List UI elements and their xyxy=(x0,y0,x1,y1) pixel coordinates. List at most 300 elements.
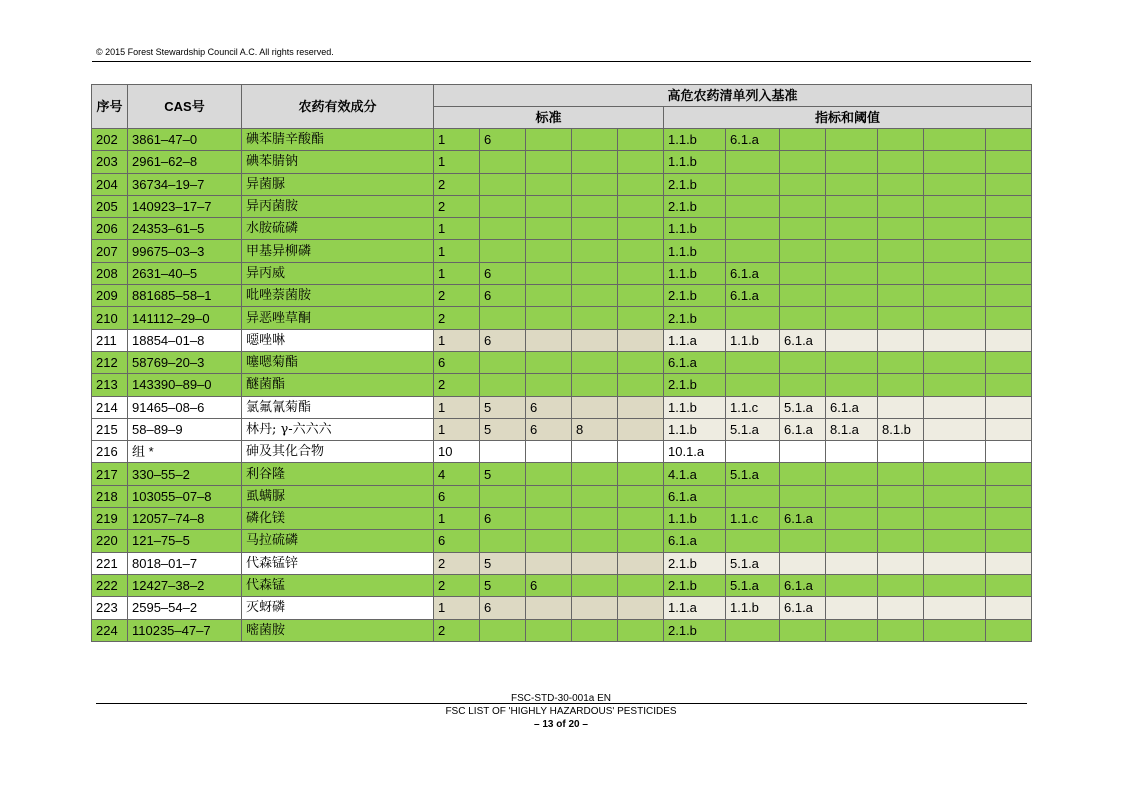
indicator-cell xyxy=(826,307,878,329)
standard-cell: 2 xyxy=(434,619,480,641)
standard-cell xyxy=(572,485,618,507)
indicator-cell xyxy=(726,173,780,195)
indicator-cell: 5.1.a xyxy=(780,396,826,418)
table-row xyxy=(92,285,1032,307)
indicator-cell: 1.1.b xyxy=(664,508,726,530)
indicator-cell xyxy=(878,485,924,507)
standard-cell xyxy=(572,530,618,552)
indicator-cell xyxy=(986,262,1032,284)
standard-cell xyxy=(618,218,664,240)
row-number: 207 xyxy=(92,240,128,262)
standard-cell xyxy=(618,485,664,507)
indicator-cell: 6.1.a xyxy=(780,329,826,351)
indicator-cell: 6.1.a xyxy=(726,262,780,284)
indicator-cell xyxy=(924,552,986,574)
standard-cell xyxy=(572,463,618,485)
indicator-cell xyxy=(878,508,924,530)
indicator-cell xyxy=(986,530,1032,552)
row-number: 215 xyxy=(92,418,128,440)
standard-cell: 1 xyxy=(434,218,480,240)
standard-cell: 2 xyxy=(434,574,480,596)
indicator-cell xyxy=(986,552,1032,574)
standard-cell xyxy=(526,262,572,284)
col-header-criteria-group: 高危农药清单列入基准 xyxy=(434,85,1032,107)
indicator-cell xyxy=(780,351,826,373)
standard-cell xyxy=(618,463,664,485)
cas-number: 8018–01–7 xyxy=(128,552,242,574)
indicator-cell: 6.1.a xyxy=(664,485,726,507)
standard-cell xyxy=(618,441,664,463)
ingredient-name: 异丙菌胺 xyxy=(242,195,434,217)
indicator-cell xyxy=(826,129,878,151)
standard-cell xyxy=(618,285,664,307)
standard-cell xyxy=(618,173,664,195)
indicator-cell xyxy=(878,441,924,463)
indicator-cell: 8.1.b xyxy=(878,418,924,440)
indicator-cell xyxy=(726,530,780,552)
indicator-cell xyxy=(780,285,826,307)
indicator-cell: 2.1.b xyxy=(664,574,726,596)
indicator-cell xyxy=(726,151,780,173)
standard-cell xyxy=(526,307,572,329)
indicator-cell: 6.1.a xyxy=(780,574,826,596)
standard-cell xyxy=(572,574,618,596)
indicator-cell xyxy=(878,240,924,262)
indicator-cell xyxy=(826,240,878,262)
indicator-cell xyxy=(726,374,780,396)
standard-cell: 6 xyxy=(480,329,526,351)
ingredient-name: 灭蚜磷 xyxy=(242,597,434,619)
indicator-cell xyxy=(780,374,826,396)
standard-cell xyxy=(618,552,664,574)
standard-cell xyxy=(480,530,526,552)
ingredient-name: 砷及其化合物 xyxy=(242,441,434,463)
indicator-cell xyxy=(924,240,986,262)
indicator-cell: 1.1.b xyxy=(664,396,726,418)
standard-cell xyxy=(572,173,618,195)
indicator-cell xyxy=(780,485,826,507)
standard-cell xyxy=(480,195,526,217)
table-row xyxy=(92,396,1032,418)
indicator-cell xyxy=(826,530,878,552)
indicator-cell xyxy=(924,530,986,552)
standard-cell: 6 xyxy=(526,574,572,596)
indicator-cell xyxy=(986,285,1032,307)
row-number: 218 xyxy=(92,485,128,507)
cas-number: 140923–17–7 xyxy=(128,195,242,217)
cas-number: 91465–08–6 xyxy=(128,396,242,418)
indicator-cell: 10.1.a xyxy=(664,441,726,463)
standard-cell xyxy=(480,218,526,240)
standard-cell xyxy=(618,574,664,596)
indicator-cell: 6.1.a xyxy=(780,508,826,530)
col-header-indicator: 指标和阈值 xyxy=(664,107,1032,129)
indicator-cell xyxy=(780,151,826,173)
col-header-ingredient: 农药有效成分 xyxy=(242,85,434,129)
cas-number: 121–75–5 xyxy=(128,530,242,552)
standard-cell: 2 xyxy=(434,374,480,396)
indicator-cell: 1.1.a xyxy=(664,329,726,351)
standard-cell xyxy=(526,441,572,463)
standard-cell xyxy=(526,173,572,195)
ingredient-name: 水胺硫磷 xyxy=(242,218,434,240)
indicator-cell xyxy=(826,262,878,284)
indicator-cell: 1.1.b xyxy=(664,262,726,284)
indicator-cell: 6.1.a xyxy=(780,418,826,440)
ingredient-name: 甲基异柳磷 xyxy=(242,240,434,262)
ingredient-name: 代森锰锌 xyxy=(242,552,434,574)
indicator-cell: 5.1.a xyxy=(726,463,780,485)
indicator-cell xyxy=(878,396,924,418)
cas-number: 141112–29–0 xyxy=(128,307,242,329)
table-row xyxy=(92,195,1032,217)
cas-number: 12057–74–8 xyxy=(128,508,242,530)
indicator-cell xyxy=(924,129,986,151)
standard-cell xyxy=(572,240,618,262)
indicator-cell xyxy=(986,173,1032,195)
row-number: 214 xyxy=(92,396,128,418)
ingredient-name: 利谷隆 xyxy=(242,463,434,485)
cas-number: 3861–47–0 xyxy=(128,129,242,151)
cas-number: 18854–01–8 xyxy=(128,329,242,351)
indicator-cell: 6.1.a xyxy=(664,530,726,552)
indicator-cell xyxy=(986,574,1032,596)
standard-cell xyxy=(618,374,664,396)
copyright-notice: © 2015 Forest Stewardship Council A.C. All rights reserved. xyxy=(96,47,334,57)
standard-cell xyxy=(572,441,618,463)
standard-cell xyxy=(572,129,618,151)
standard-cell xyxy=(618,619,664,641)
indicator-cell xyxy=(878,151,924,173)
table-row xyxy=(92,329,1032,351)
standard-cell xyxy=(480,441,526,463)
indicator-cell xyxy=(780,240,826,262)
indicator-cell xyxy=(826,285,878,307)
cas-number: 12427–38–2 xyxy=(128,574,242,596)
standard-cell xyxy=(526,329,572,351)
indicator-cell xyxy=(924,574,986,596)
indicator-cell: 5.1.a xyxy=(726,552,780,574)
indicator-cell xyxy=(986,508,1032,530)
standard-cell xyxy=(480,151,526,173)
indicator-cell xyxy=(924,441,986,463)
indicator-cell xyxy=(986,597,1032,619)
row-number: 223 xyxy=(92,597,128,619)
indicator-cell xyxy=(878,351,924,373)
indicator-cell xyxy=(826,619,878,641)
indicator-cell: 6.1.a xyxy=(726,129,780,151)
ingredient-name: 磷化镁 xyxy=(242,508,434,530)
indicator-cell: 1.1.a xyxy=(664,597,726,619)
table-row xyxy=(92,307,1032,329)
indicator-cell xyxy=(924,418,986,440)
indicator-cell xyxy=(924,597,986,619)
standard-cell: 8 xyxy=(572,418,618,440)
indicator-cell xyxy=(878,307,924,329)
header-rule xyxy=(92,61,1031,62)
indicator-cell xyxy=(878,619,924,641)
row-number: 221 xyxy=(92,552,128,574)
standard-cell: 2 xyxy=(434,173,480,195)
indicator-cell xyxy=(986,396,1032,418)
indicator-cell xyxy=(924,374,986,396)
indicator-cell xyxy=(726,195,780,217)
standard-cell xyxy=(572,396,618,418)
standard-cell xyxy=(526,597,572,619)
indicator-cell xyxy=(878,195,924,217)
table-row xyxy=(92,151,1032,173)
indicator-cell xyxy=(780,195,826,217)
indicator-cell: 2.1.b xyxy=(664,285,726,307)
standard-cell xyxy=(572,552,618,574)
standard-cell xyxy=(480,173,526,195)
indicator-cell xyxy=(780,307,826,329)
standard-cell: 5 xyxy=(480,574,526,596)
ingredient-name: 氯氟氰菊酯 xyxy=(242,396,434,418)
indicator-cell xyxy=(986,351,1032,373)
row-number: 203 xyxy=(92,151,128,173)
standard-cell xyxy=(618,597,664,619)
standard-cell xyxy=(480,619,526,641)
cas-number: 36734–19–7 xyxy=(128,173,242,195)
standard-cell: 6 xyxy=(526,418,572,440)
indicator-cell xyxy=(826,351,878,373)
standard-cell xyxy=(572,307,618,329)
table-row xyxy=(92,418,1032,440)
indicator-cell xyxy=(924,485,986,507)
table-row xyxy=(92,218,1032,240)
standard-cell xyxy=(480,240,526,262)
cas-number: 2595–54–2 xyxy=(128,597,242,619)
indicator-cell xyxy=(986,129,1032,151)
indicator-cell: 1.1.c xyxy=(726,508,780,530)
indicator-cell xyxy=(878,597,924,619)
footer-page-number: – 13 of 20 – xyxy=(534,719,588,730)
indicator-cell xyxy=(986,307,1032,329)
indicator-cell xyxy=(878,285,924,307)
row-number: 210 xyxy=(92,307,128,329)
indicator-cell: 1.1.b xyxy=(664,151,726,173)
indicator-cell: 5.1.a xyxy=(726,418,780,440)
standard-cell xyxy=(618,195,664,217)
col-header-cas: CAS号 xyxy=(128,85,242,129)
indicator-cell xyxy=(878,574,924,596)
table-row xyxy=(92,240,1032,262)
indicator-cell xyxy=(924,307,986,329)
standard-cell: 1 xyxy=(434,597,480,619)
indicator-cell xyxy=(726,441,780,463)
table-row xyxy=(92,351,1032,373)
standard-cell xyxy=(618,262,664,284)
standard-cell xyxy=(618,508,664,530)
standard-cell xyxy=(572,619,618,641)
cas-number: 58–89–9 xyxy=(128,418,242,440)
indicator-cell xyxy=(986,374,1032,396)
standard-cell xyxy=(572,374,618,396)
indicator-cell xyxy=(826,552,878,574)
ingredient-name: 嘧菌胺 xyxy=(242,619,434,641)
standard-cell: 6 xyxy=(434,530,480,552)
indicator-cell xyxy=(924,151,986,173)
standard-cell xyxy=(572,218,618,240)
indicator-cell: 1.1.b xyxy=(664,129,726,151)
table-row xyxy=(92,530,1032,552)
standard-cell xyxy=(618,396,664,418)
standard-cell xyxy=(526,240,572,262)
indicator-cell: 6.1.a xyxy=(780,597,826,619)
indicator-cell xyxy=(780,530,826,552)
standard-cell xyxy=(572,329,618,351)
ingredient-name: 异丙威 xyxy=(242,262,434,284)
standard-cell xyxy=(572,151,618,173)
indicator-cell xyxy=(924,329,986,351)
indicator-cell xyxy=(780,552,826,574)
indicator-cell xyxy=(986,619,1032,641)
standard-cell xyxy=(526,351,572,373)
indicator-cell: 2.1.b xyxy=(664,307,726,329)
indicator-cell xyxy=(878,173,924,195)
indicator-cell xyxy=(780,463,826,485)
standard-cell xyxy=(480,307,526,329)
table-row xyxy=(92,441,1032,463)
table-row xyxy=(92,374,1032,396)
standard-cell xyxy=(526,195,572,217)
indicator-cell: 2.1.b xyxy=(664,552,726,574)
table-row xyxy=(92,552,1032,574)
standard-cell: 6 xyxy=(480,285,526,307)
standard-cell xyxy=(618,240,664,262)
standard-cell: 10 xyxy=(434,441,480,463)
indicator-cell: 1.1.b xyxy=(664,240,726,262)
ingredient-name: 噁唑啉 xyxy=(242,329,434,351)
indicator-cell xyxy=(986,151,1032,173)
ingredient-name: 吡唑萘菌胺 xyxy=(242,285,434,307)
standard-cell: 1 xyxy=(434,418,480,440)
standard-cell xyxy=(618,530,664,552)
ingredient-name: 噻嗯菊酯 xyxy=(242,351,434,373)
table-row xyxy=(92,262,1032,284)
standard-cell xyxy=(618,307,664,329)
indicator-cell: 2.1.b xyxy=(664,619,726,641)
indicator-cell xyxy=(726,218,780,240)
indicator-cell xyxy=(780,218,826,240)
indicator-cell xyxy=(986,463,1032,485)
indicator-cell xyxy=(826,463,878,485)
indicator-cell xyxy=(826,151,878,173)
ingredient-name: 碘苯腈辛酸酯 xyxy=(242,129,434,151)
ingredient-name: 代森锰 xyxy=(242,574,434,596)
row-number: 211 xyxy=(92,329,128,351)
indicator-cell xyxy=(826,218,878,240)
standard-cell: 1 xyxy=(434,396,480,418)
indicator-cell xyxy=(826,485,878,507)
indicator-cell xyxy=(780,173,826,195)
standard-cell: 2 xyxy=(434,285,480,307)
indicator-cell: 2.1.b xyxy=(664,173,726,195)
row-number: 217 xyxy=(92,463,128,485)
standard-cell xyxy=(572,351,618,373)
indicator-cell xyxy=(826,508,878,530)
standard-cell xyxy=(572,285,618,307)
cas-number: 143390–89–0 xyxy=(128,374,242,396)
ingredient-name: 异菌脲 xyxy=(242,173,434,195)
standard-cell: 6 xyxy=(480,262,526,284)
indicator-cell xyxy=(826,195,878,217)
standard-cell xyxy=(618,418,664,440)
table-row xyxy=(92,129,1032,151)
standard-cell xyxy=(526,530,572,552)
table-row xyxy=(92,508,1032,530)
cas-number: 24353–61–5 xyxy=(128,218,242,240)
indicator-cell xyxy=(924,619,986,641)
standard-cell: 2 xyxy=(434,307,480,329)
hhp-table xyxy=(91,84,1032,642)
cas-number: 110235–47–7 xyxy=(128,619,242,641)
ingredient-name: 碘苯腈钠 xyxy=(242,151,434,173)
indicator-cell xyxy=(878,530,924,552)
row-number: 208 xyxy=(92,262,128,284)
standard-cell: 6 xyxy=(480,597,526,619)
indicator-cell xyxy=(878,463,924,485)
standard-cell xyxy=(526,485,572,507)
indicator-cell xyxy=(826,329,878,351)
indicator-cell xyxy=(924,285,986,307)
indicator-cell xyxy=(878,129,924,151)
table-header xyxy=(92,85,1032,129)
indicator-cell xyxy=(986,329,1032,351)
indicator-cell xyxy=(924,463,986,485)
footer-doc-title: FSC LIST OF 'HIGHLY HAZARDOUS' PESTICIDES xyxy=(445,706,677,717)
standard-cell: 6 xyxy=(526,396,572,418)
indicator-cell: 8.1.a xyxy=(826,418,878,440)
standard-cell xyxy=(526,508,572,530)
ingredient-name: 虱螨脲 xyxy=(242,485,434,507)
row-number: 224 xyxy=(92,619,128,641)
indicator-cell xyxy=(924,351,986,373)
indicator-cell: 1.1.c xyxy=(726,396,780,418)
indicator-cell xyxy=(986,485,1032,507)
standard-cell xyxy=(618,129,664,151)
indicator-cell xyxy=(826,597,878,619)
indicator-cell xyxy=(780,129,826,151)
row-number: 202 xyxy=(92,129,128,151)
indicator-cell: 6.1.a xyxy=(726,285,780,307)
indicator-cell: 1.1.b xyxy=(664,218,726,240)
standard-cell: 6 xyxy=(480,508,526,530)
standard-cell xyxy=(618,151,664,173)
standard-cell xyxy=(618,351,664,373)
indicator-cell: 1.1.b xyxy=(726,597,780,619)
indicator-cell xyxy=(726,485,780,507)
indicator-cell xyxy=(878,374,924,396)
indicator-cell xyxy=(986,195,1032,217)
standard-cell: 4 xyxy=(434,463,480,485)
table-row xyxy=(92,463,1032,485)
ingredient-name: 醚菌酯 xyxy=(242,374,434,396)
indicator-cell: 6.1.a xyxy=(664,351,726,373)
indicator-cell: 2.1.b xyxy=(664,195,726,217)
cas-number: 103055–07–8 xyxy=(128,485,242,507)
col-header-standard: 标准 xyxy=(434,107,664,129)
standard-cell xyxy=(526,374,572,396)
indicator-cell xyxy=(924,218,986,240)
indicator-cell: 1.1.b xyxy=(664,418,726,440)
table-row xyxy=(92,485,1032,507)
standard-cell xyxy=(526,619,572,641)
indicator-cell xyxy=(726,307,780,329)
standard-cell: 1 xyxy=(434,262,480,284)
indicator-cell xyxy=(878,218,924,240)
